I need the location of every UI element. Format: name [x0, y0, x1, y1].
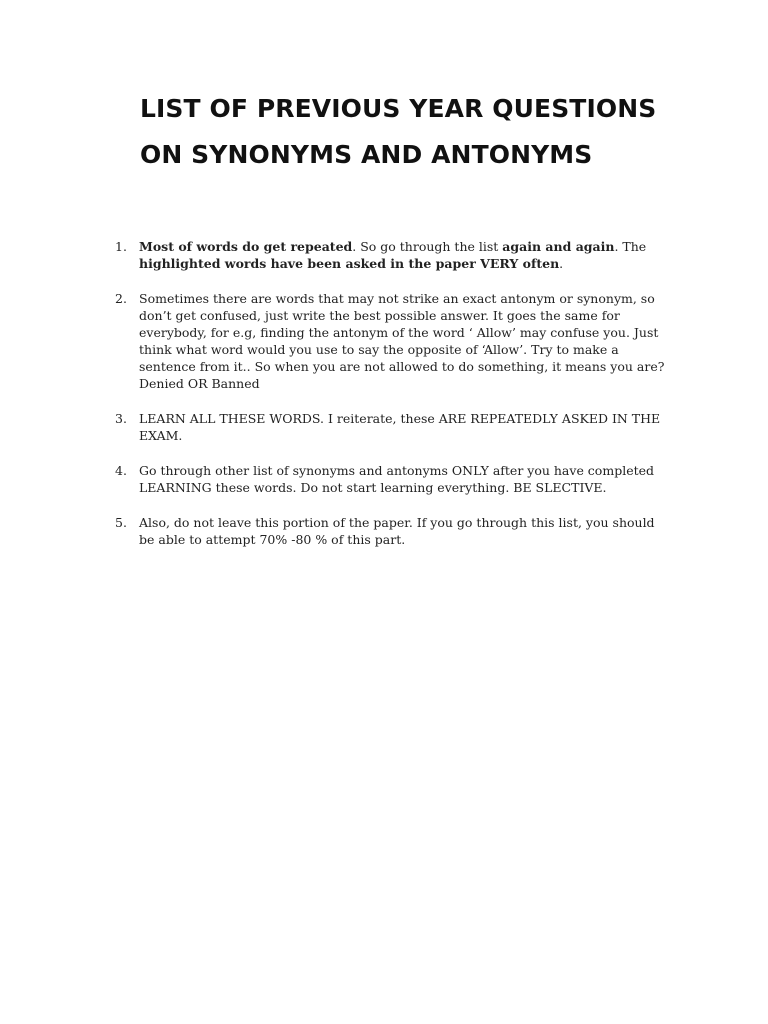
list-item	[0, 290, 665, 392]
list-item-number: 5.	[115, 515, 127, 530]
list-item-text: Go through other list of synonyms and antonyms ONLY after you have completed LEARNING these words. Do not start learning everything. BE SLECTIVE.	[139, 463, 655, 495]
list-item-number: 1.	[115, 239, 127, 254]
list-item	[0, 238, 665, 272]
page-title-line-2: ON SYNONYMS AND ANTONYMS	[140, 140, 593, 169]
bold-text: highlighted words have been asked in the paper VERY often	[139, 256, 560, 271]
plain-text: .	[559, 256, 564, 271]
page-title-line-1: LIST OF PREVIOUS YEAR QUESTIONS	[140, 94, 657, 123]
list-item-number: 2.	[115, 291, 127, 306]
list-item-number: 3.	[115, 411, 127, 426]
instructions-list	[0, 238, 768, 566]
plain-text: . So go through the list	[352, 239, 503, 254]
list-item-text	[139, 238, 665, 272]
bold-text: Most of words do get repeated	[139, 239, 353, 254]
list-item	[0, 462, 665, 496]
page-title	[140, 86, 700, 178]
list-item	[0, 410, 665, 444]
plain-text: . The	[614, 239, 647, 254]
list-item-text: Also, do not leave this portion of the paper. If you go through this list, you should be able to attempt 70% -80 % of this part.	[139, 515, 655, 547]
list-item-number: 4.	[115, 463, 127, 478]
list-item-text: Sometimes there are words that may not strike an exact antonym or synonym, so don’t get confused, just write the best possible answer. It goes the same for everybody, for e.g, finding the antonym of the word ‘ Allow’ may confuse you. Just think what word would you use to say the opposite of ‘Allow’. Try to make a sentence from it.. So when you are not allowed to do something, it means you are? Denied OR Banned	[139, 291, 665, 391]
list-item-text: LEARN ALL THESE WORDS. I reiterate, these ARE REPEATEDLY ASKED IN THE EXAM.	[139, 411, 661, 443]
bold-text: again and again	[502, 239, 615, 254]
list-item	[0, 514, 665, 548]
